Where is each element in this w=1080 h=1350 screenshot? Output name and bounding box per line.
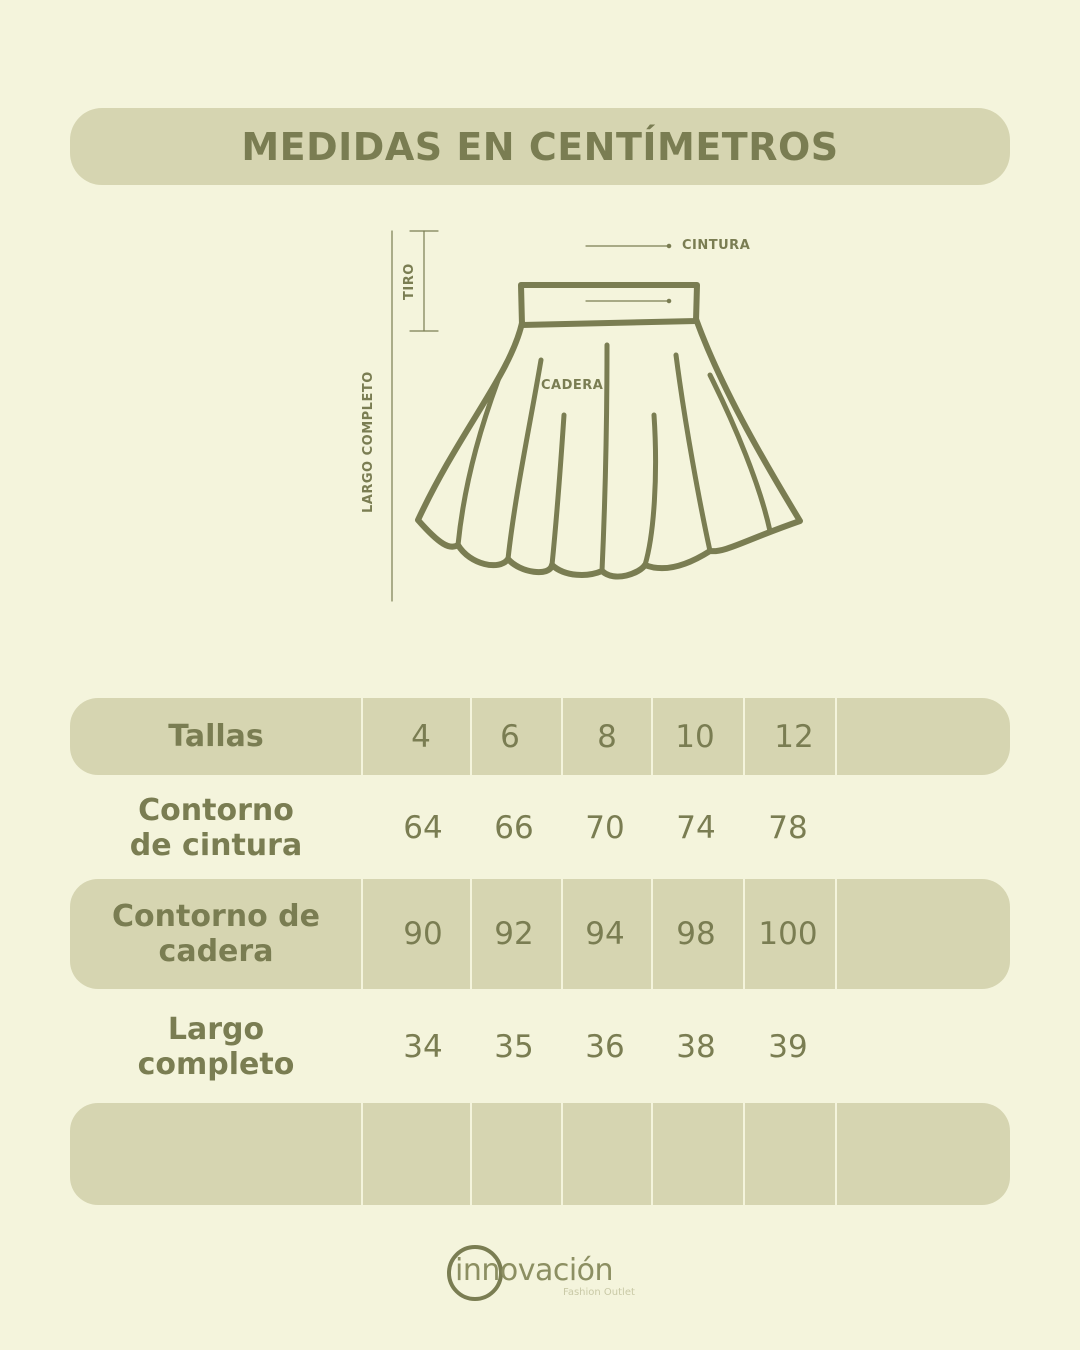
header-size: 8	[597, 718, 617, 755]
page-title: MEDIDAS EN CENTÍMETROS	[241, 124, 839, 169]
logo-tagline: Fashion Outlet	[563, 1287, 635, 1298]
row-label	[70, 993, 362, 1101]
label-cadera: CADERA	[541, 378, 604, 393]
table-cell: 66	[494, 809, 534, 846]
row-label-line: completo	[137, 1047, 295, 1082]
table-row	[70, 879, 1010, 989]
empty-table-row	[70, 1103, 1010, 1205]
table-cell: 35	[494, 1029, 534, 1065]
header-size: 4	[411, 718, 431, 755]
row-label-line: Contorno de	[112, 899, 320, 934]
table-cell: 100	[758, 916, 818, 952]
table-row	[70, 780, 1010, 875]
header-size: 12	[774, 718, 814, 755]
row-label	[70, 879, 362, 989]
table-cell: 78	[768, 809, 808, 846]
table-cell: 94	[585, 916, 625, 952]
row-label-line: Contorno	[138, 792, 294, 828]
table-cell: 64	[403, 809, 443, 846]
row-label-line: de cintura	[129, 827, 303, 863]
header-size: 6	[500, 718, 520, 755]
table-cell: 34	[403, 1029, 443, 1065]
row-label	[70, 780, 362, 875]
table-cell: 36	[585, 1029, 625, 1065]
table-cell: 39	[768, 1029, 808, 1065]
skirt-diagram	[340, 215, 820, 615]
table-cell: 70	[585, 809, 625, 846]
label-largo-completo: LARGO COMPLETO	[361, 371, 376, 513]
label-tiro: TIRO	[402, 263, 417, 300]
table-cell: 38	[676, 1029, 716, 1065]
header-label: Tallas	[168, 719, 264, 754]
table-cell: 98	[676, 916, 716, 952]
table-row	[70, 993, 1010, 1101]
row-label-line: cadera	[158, 934, 274, 969]
table-cell: 92	[494, 916, 534, 952]
row-label-line: Largo	[167, 1012, 265, 1047]
table-cell: 90	[403, 916, 443, 952]
table-cell: 74	[676, 809, 716, 846]
title-bar	[70, 108, 1010, 185]
table-header-row	[70, 698, 1010, 775]
header-size: 10	[675, 718, 715, 755]
brand-logo	[445, 1243, 645, 1309]
label-cintura: CINTURA	[682, 238, 751, 253]
logo-brand-text: innovación	[455, 1253, 614, 1288]
